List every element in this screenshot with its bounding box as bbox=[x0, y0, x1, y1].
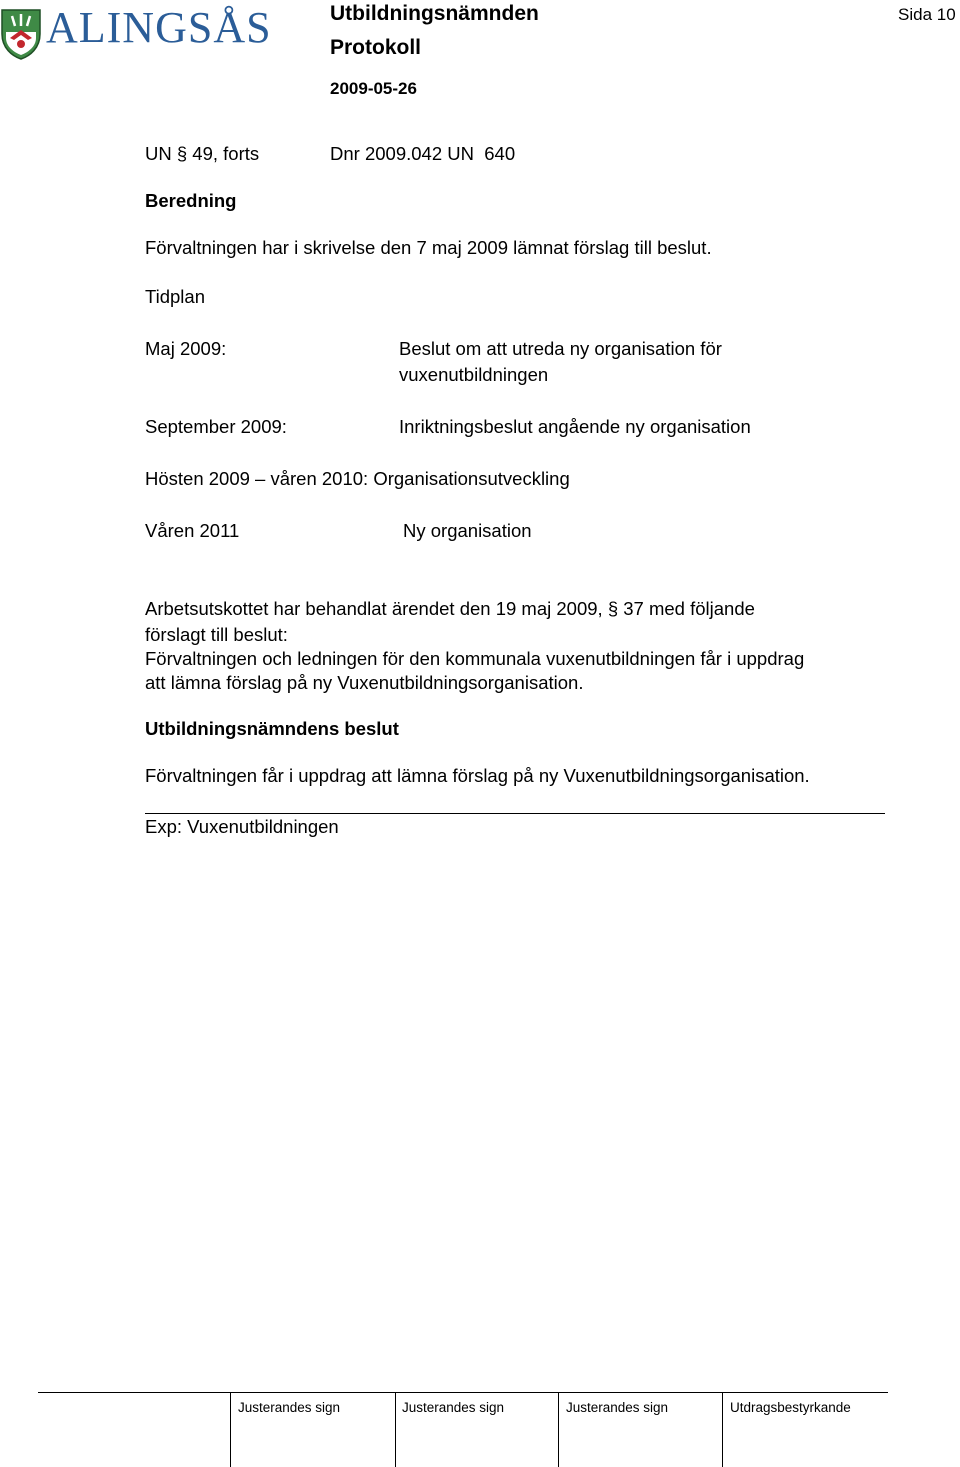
paragraph-reference: UN § 49, forts bbox=[145, 143, 260, 164]
tidplan-what-spring-2011: Ny organisation bbox=[403, 520, 532, 541]
decision-divider bbox=[145, 813, 885, 814]
diary-number: Dnr 2009.042 UN 640 bbox=[330, 143, 516, 164]
tidplan-when-may: Maj 2009: bbox=[145, 338, 227, 359]
decision-text: Förvaltningen får i uppdrag att lämna förslag på ny Vuxenutbildningsorganisation. bbox=[145, 765, 810, 786]
signature-cell-label: Justerandes sign bbox=[238, 1400, 341, 1415]
signature-cell-label: Utdragsbestyrkande bbox=[730, 1400, 851, 1415]
committee-name: Utbildningsnämnden bbox=[330, 2, 539, 25]
tidplan-what-september: Inriktningsbeslut angående ny organisation bbox=[399, 416, 751, 437]
signature-table-divider bbox=[558, 1392, 559, 1467]
signature-table-divider bbox=[395, 1392, 396, 1467]
signature-table-divider bbox=[722, 1392, 723, 1467]
page-number: Sida 10 bbox=[898, 5, 956, 24]
tidplan-when-spring-2011: Våren 2011 bbox=[145, 520, 240, 541]
tidplan-heading: Tidplan bbox=[145, 286, 205, 307]
meeting-date: 2009-05-26 bbox=[330, 79, 417, 98]
beredning-text: Förvaltningen har i skrivelse den 7 maj 2009 lämnat förslag till beslut. bbox=[145, 237, 712, 258]
tidplan-what-may-line2: vuxenutbildningen bbox=[399, 364, 549, 385]
signature-table-divider bbox=[230, 1392, 231, 1467]
signature-cell-label: Justerandes sign bbox=[566, 1400, 669, 1415]
au-text-line2: förslagt till beslut: bbox=[145, 624, 288, 645]
expedition-line: Exp: Vuxenutbildningen bbox=[145, 816, 339, 837]
signature-cell-label: Justerandes sign bbox=[402, 1400, 505, 1415]
au-text-line4: att lämna förslag på ny Vuxenutbildningsorganisation. bbox=[145, 672, 584, 693]
signature-table-top-rule bbox=[38, 1392, 888, 1393]
au-text-line1: Arbetsutskottet har behandlat ärendet den 19 maj 2009, § 37 med följande bbox=[145, 598, 755, 619]
beredning-heading: Beredning bbox=[145, 190, 237, 211]
tidplan-when-september: September 2009: bbox=[145, 416, 287, 437]
au-text-line3: Förvaltningen och ledningen för den kommunala vuxenutbildningen får i uppdrag bbox=[145, 648, 805, 669]
tidplan-autumn-spring-line: Hösten 2009 – våren 2010: Organisationsutveckling bbox=[145, 468, 570, 489]
decision-heading: Utbildningsnämndens beslut bbox=[145, 718, 399, 739]
document-type: Protokoll bbox=[330, 36, 422, 59]
tidplan-what-may-line1: Beslut om att utreda ny organisation för bbox=[399, 338, 722, 359]
logo-wordmark: ALINGSÅS bbox=[46, 3, 272, 52]
alingsas-coat-of-arms-icon bbox=[0, 8, 42, 60]
